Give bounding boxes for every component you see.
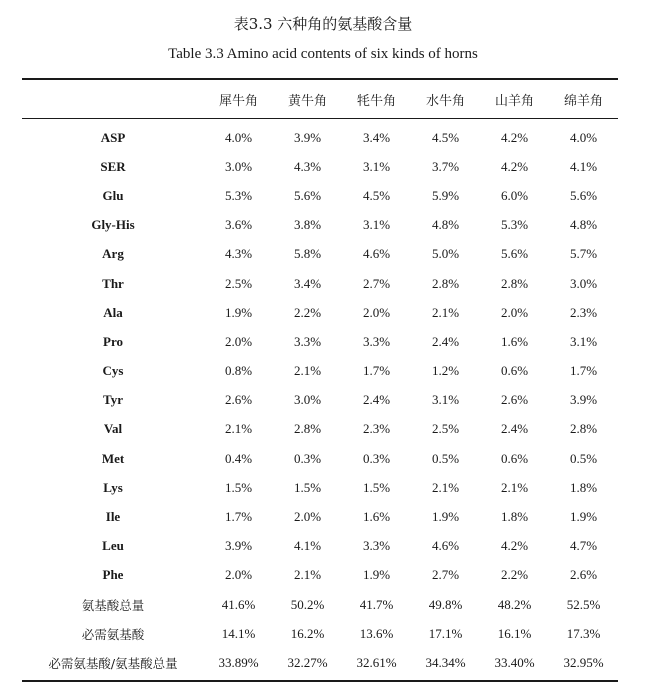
table-cell: 2.3% (362, 421, 391, 437)
row-label: Arg (102, 246, 124, 262)
table-cell: 5.6% (293, 187, 322, 203)
table-cell: 32.27% (287, 654, 328, 670)
table-cell: 2.8% (500, 275, 529, 291)
table-row (22, 269, 618, 298)
table-cell: 17.3% (566, 625, 601, 641)
table-cell: 2.7% (431, 567, 460, 583)
table-row (22, 123, 618, 152)
table-cell: 3.3% (362, 538, 391, 554)
table-cell: 3.7% (431, 158, 460, 174)
table-cell: 5.3% (500, 217, 529, 233)
table-cell: 2.4% (431, 333, 460, 349)
table-cell: 0.5% (569, 450, 598, 466)
table-row (22, 619, 618, 648)
table-cell: 2.0% (362, 304, 391, 320)
table-cell: 2.8% (293, 421, 322, 437)
table-cell: 14.1% (221, 625, 256, 641)
table-cell: 2.3% (569, 304, 598, 320)
table-cell: 3.1% (431, 392, 460, 408)
table-cell: 1.9% (431, 509, 460, 525)
table-row (22, 473, 618, 502)
table-cell: 5.6% (500, 246, 529, 262)
table-cell: 3.6% (224, 217, 253, 233)
table-cell: 41.6% (221, 596, 256, 612)
table-row (22, 152, 618, 181)
table-cell: 0.6% (500, 450, 529, 466)
table-cell: 5.7% (569, 246, 598, 262)
table-cell: 2.8% (431, 275, 460, 291)
table-row (22, 561, 618, 590)
table-cell: 1.9% (362, 567, 391, 583)
table-cell: 4.6% (431, 538, 460, 554)
table-cell: 5.8% (293, 246, 322, 262)
table-cell: 0.5% (431, 450, 460, 466)
row-label: Val (103, 421, 123, 437)
table-cell: 4.3% (224, 246, 253, 262)
table-cell: 3.1% (569, 333, 598, 349)
column-header: 山羊角 (494, 93, 534, 109)
table-cell: 13.6% (359, 625, 394, 641)
table-cell: 33.89% (218, 654, 259, 670)
table-cell: 1.7% (224, 509, 253, 525)
table-cell: 2.1% (431, 304, 460, 320)
table-header-row (22, 80, 618, 118)
row-label: Met (101, 450, 125, 466)
row-label: 必需氨基酸 (81, 626, 145, 642)
table-row (22, 240, 618, 269)
table-body (22, 119, 618, 680)
table-cell: 3.4% (293, 275, 322, 291)
table-caption-english: Table 3.3 Amino acid contents of six kinds of horns (168, 46, 478, 62)
table-cell: 3.8% (293, 217, 322, 233)
row-label: Glu (102, 187, 124, 203)
table-cell: 4.7% (569, 538, 598, 554)
table-cell: 1.2% (431, 363, 460, 379)
table-cell: 3.0% (569, 275, 598, 291)
table-cell: 4.8% (569, 217, 598, 233)
table-cell: 1.9% (569, 509, 598, 525)
table-row (22, 357, 618, 386)
table-cell: 2.4% (500, 421, 529, 437)
table-cell: 2.6% (569, 567, 598, 583)
row-label: Ile (105, 509, 121, 525)
table-caption-chinese: 表3.3 六种角的氨基酸含量 (233, 15, 413, 33)
table-cell: 0.3% (293, 450, 322, 466)
table-cell: 2.0% (224, 333, 253, 349)
table-cell: 34.34% (425, 654, 466, 670)
table-cell: 4.0% (224, 129, 253, 145)
amino-acid-table (22, 78, 618, 682)
row-label: ASP (100, 129, 126, 145)
table-cell: 3.9% (569, 392, 598, 408)
table-row (22, 211, 618, 240)
table-cell: 1.5% (293, 479, 322, 495)
table-cell: 2.2% (293, 304, 322, 320)
table-cell: 1.5% (224, 479, 253, 495)
table-cell: 4.8% (431, 217, 460, 233)
column-header: 绵羊角 (563, 93, 603, 109)
table-cell: 16.2% (290, 625, 325, 641)
table-cell: 17.1% (428, 625, 463, 641)
table-cell: 2.7% (362, 275, 391, 291)
table-cell: 2.1% (293, 567, 322, 583)
column-header: 黄牛角 (287, 93, 327, 109)
column-header: 犀牛角 (218, 93, 258, 109)
table-cell: 4.1% (569, 158, 598, 174)
table-cell: 2.8% (569, 421, 598, 437)
row-label: Lys (103, 479, 123, 495)
table-cell: 2.0% (500, 304, 529, 320)
table-cell: 4.5% (362, 187, 391, 203)
table-cell: 6.0% (500, 187, 529, 203)
table-cell: 5.6% (569, 187, 598, 203)
table-cell: 48.2% (497, 596, 532, 612)
table-cell: 49.8% (428, 596, 463, 612)
table-cell: 2.5% (431, 421, 460, 437)
table-row (22, 648, 618, 677)
table-cell: 2.0% (293, 509, 322, 525)
table-row (22, 502, 618, 531)
table-cell: 3.3% (293, 333, 322, 349)
table-cell: 4.3% (293, 158, 322, 174)
table-cell: 3.3% (362, 333, 391, 349)
table-cell: 1.8% (569, 479, 598, 495)
table-cell: 41.7% (359, 596, 394, 612)
table-cell: 2.6% (224, 392, 253, 408)
table-cell: 3.9% (224, 538, 253, 554)
table-cell: 0.4% (224, 450, 253, 466)
row-label: Pro (103, 333, 123, 349)
table-cell: 5.9% (431, 187, 460, 203)
row-label: 必需氨基酸/氨基酸总量 (48, 655, 178, 671)
table-cell: 3.1% (362, 217, 391, 233)
table-cell: 4.5% (431, 129, 460, 145)
table-cell: 1.5% (362, 479, 391, 495)
row-label: Thr (102, 275, 124, 291)
table-cell: 2.0% (224, 567, 253, 583)
table-row (22, 298, 618, 327)
table-cell: 3.4% (362, 129, 391, 145)
table-cell: 4.2% (500, 129, 529, 145)
table-cell: 32.61% (356, 654, 397, 670)
table-cell: 2.4% (362, 392, 391, 408)
table-cell: 2.1% (224, 421, 253, 437)
table-cell: 32.95% (563, 654, 604, 670)
row-label: 氨基酸总量 (81, 597, 145, 613)
table-cell: 3.0% (293, 392, 322, 408)
table-cell: 0.6% (500, 363, 529, 379)
table-cell: 1.9% (224, 304, 253, 320)
table-cell: 3.9% (293, 129, 322, 145)
table-cell: 2.1% (293, 363, 322, 379)
table-row (22, 444, 618, 473)
table-row (22, 532, 618, 561)
table-cell: 2.2% (500, 567, 529, 583)
table-cell: 1.8% (500, 509, 529, 525)
table-cell: 5.0% (431, 246, 460, 262)
table-cell: 1.6% (362, 509, 391, 525)
table-cell: 4.6% (362, 246, 391, 262)
table-cell: 4.1% (293, 538, 322, 554)
table-cell: 2.5% (224, 275, 253, 291)
column-header: 水牛角 (425, 93, 465, 109)
table-cell: 33.40% (494, 654, 535, 670)
table-cell: 50.2% (290, 596, 325, 612)
table-cell: 4.2% (500, 538, 529, 554)
table-row (22, 590, 618, 619)
table-cell: 4.2% (500, 158, 529, 174)
table-cell: 16.1% (497, 625, 532, 641)
row-label: Ala (103, 304, 123, 320)
table-row (22, 415, 618, 444)
table-cell: 3.1% (362, 158, 391, 174)
table-cell: 1.6% (500, 333, 529, 349)
table-cell: 5.3% (224, 187, 253, 203)
table-cell: 3.0% (224, 158, 253, 174)
table-row (22, 327, 618, 356)
column-header: 牦牛角 (356, 93, 396, 109)
row-label: Leu (102, 538, 124, 554)
table-cell: 0.3% (362, 450, 391, 466)
table-row (22, 386, 618, 415)
table-cell: 2.1% (500, 479, 529, 495)
row-label: Tyr (103, 392, 123, 408)
row-label: Phe (102, 567, 124, 583)
table-bottom-rule (22, 680, 618, 682)
table-cell: 1.7% (362, 363, 391, 379)
table-cell: 1.7% (569, 363, 598, 379)
row-label: SER (100, 158, 126, 174)
table-cell: 52.5% (566, 596, 601, 612)
table-cell: 4.0% (569, 129, 598, 145)
table-cell: 0.8% (224, 363, 253, 379)
row-label: Cys (102, 363, 124, 379)
table-cell: 2.1% (431, 479, 460, 495)
table-cell: 2.6% (500, 392, 529, 408)
row-label: Gly-His (91, 217, 135, 233)
table-row (22, 181, 618, 210)
